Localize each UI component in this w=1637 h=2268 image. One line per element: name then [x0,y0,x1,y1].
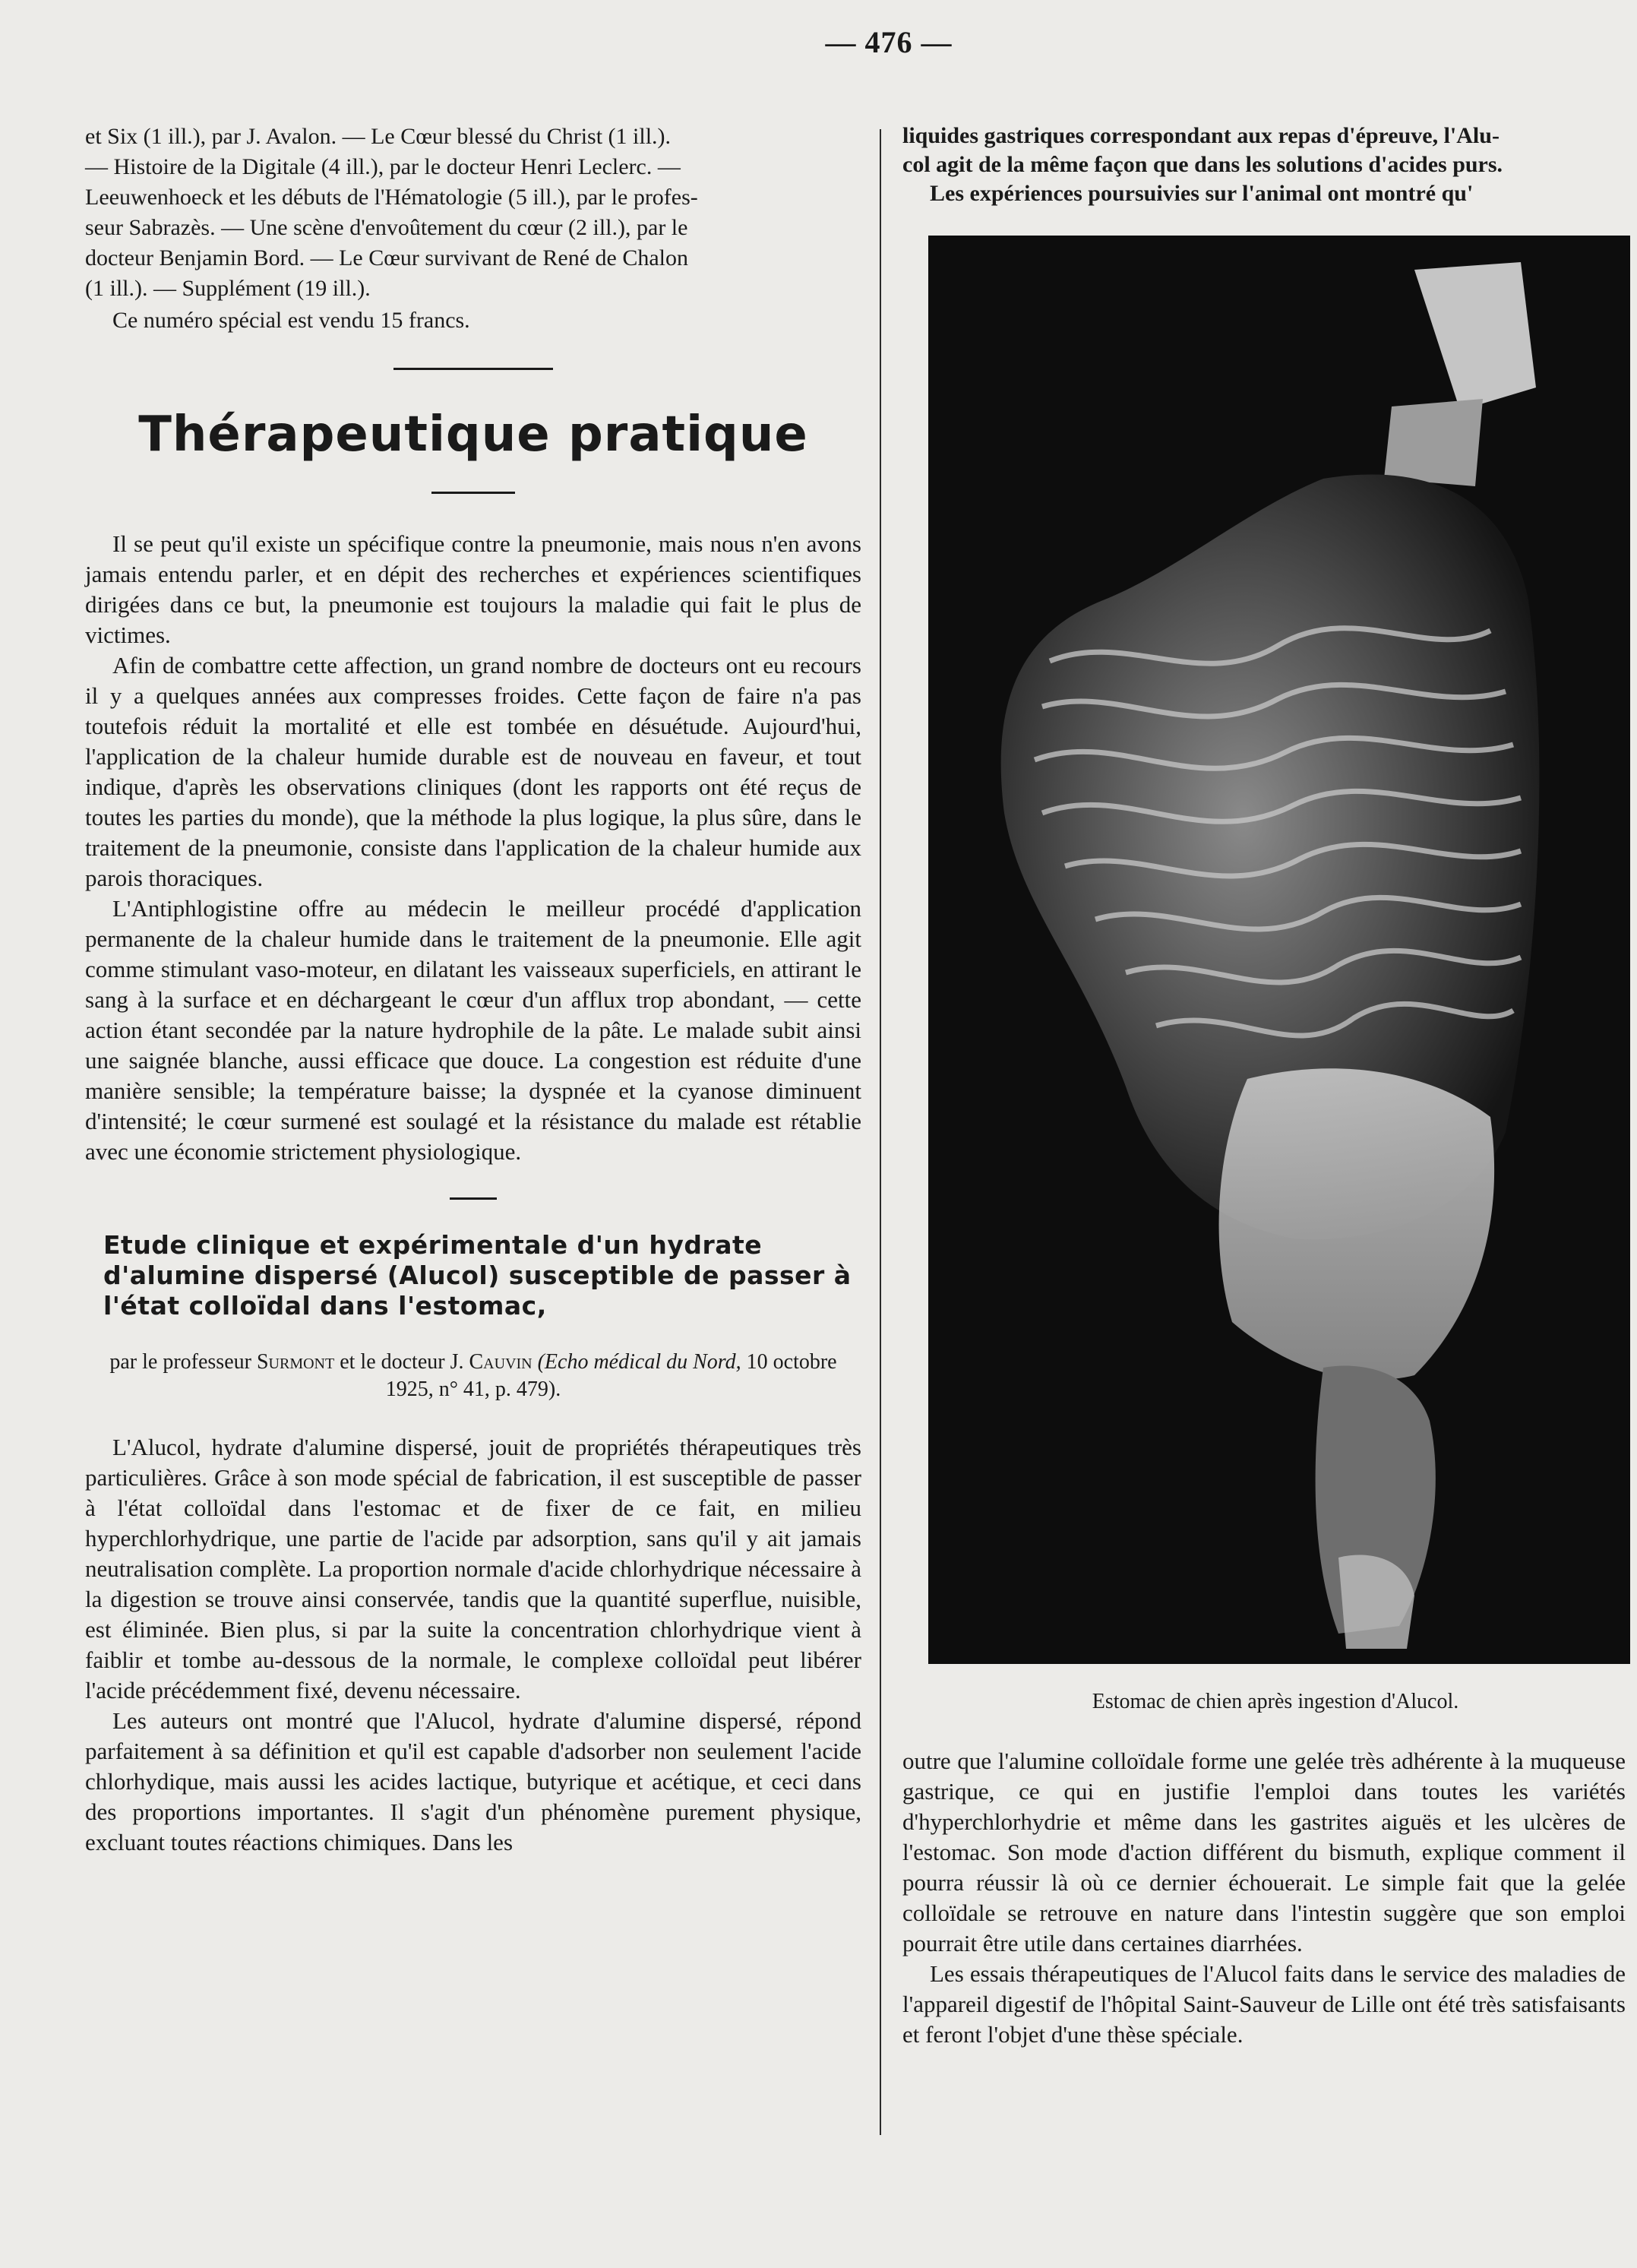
right-top-line: liquides gastriques correspondant aux repas d'épreuve, l'Alu- [902,123,1500,148]
intro-line: — Histoire de la Digitale (4 ill.), par le docteur Henri Leclerc. — [85,154,681,179]
title-underline [431,492,515,494]
intro-line: (1 ill.). — Supplément (19 ill.). [85,276,371,301]
column-divider [880,129,881,2135]
byline-suffix: 10 octobre 1925, n° 41, p. 479). [385,1350,837,1401]
byline-author-1: Surmont [256,1350,335,1374]
right-paragraph-2: Les essais thérapeutiques de l'Alucol faits dans le service des maladies de l'appareil digestif de l'hôpital Saint-Sauveur de Lille ont été très satisfaisants et feront l'objet d'une thèse spéciale. [902,1960,1626,2048]
intro-block [85,122,861,304]
byline-prefix: par le professeur [109,1350,257,1374]
section-title: Thérapeutique pratique [138,406,808,463]
section-divider [393,368,553,370]
right-column [902,122,1626,2050]
article-divider [450,1197,497,1200]
alucol-paragraph-1: L'Alucol, hydrate d'alumine dispersé, jouit de propriétés thérapeutiques très particulières. Grâce à son mode spécial de fabrication, il est susceptible de passer à l'état colloïdal dans l'estomac et de fixer de ce fait, en milieu hyperchlorhydrique, une partie de l'acide par adsorption, sans qu'il y ait jamais neutralisation complète. La proportion normale d'acide chlorhydrique nécessaire à la digestion se trouve ainsi conservée, tandis que la quantité superflue, nuisible, est éliminée. Bien plus, si par la suite la concentration chlorhydrique vient à faiblir et tombe au-dessous de la normale, le complexe colloïdal peut libérer l'acide précédemment fixé, devenu nécessaire. [85,1434,861,1703]
intro-line: Leeuwenhoeck et les débuts de l'Hématologie (5 ill.), par le profes- [85,185,698,210]
alucol-paragraph-2: Les auteurs ont montré que l'Alucol, hydrate d'alumine dispersé, répond parfaitement à sa définition et qu'il est capable d'adsorber non seulement l'acide chlorhydique, mais aussi les acides lactique, butyrique et acétique, et ceci dans des proportions importantes. Il s'agit d'un phénomène purement physique, excluant toutes réactions chimiques. Dans les [85,1707,861,1855]
byline-mid: et le docteur J. [334,1350,469,1374]
photograph-image [928,236,1630,1664]
right-top-text [902,122,1626,208]
article-byline [85,1349,861,1403]
left-column [85,122,861,1858]
figure-caption: Estomac de chien après ingestion d'Alucol. [1092,1690,1459,1713]
therapeutique-paragraph-3: L'Antiphlogistine offre au médecin le meilleur procédé d'application permanente de la chaleur humide dans le traitement de la pneumonie. Elle agit comme stimulant vaso-moteur, en dilatant les vaisseaux superficiels, en attirant le sang à la surface et en déchargeant le cœur d'un afflux trop abondant, — cette action étant secondée par la nature hydrophile de la pâte. Le malade subit ainsi une saignée blanche, aussi efficace que douce. La congestion est réduite d'une manière sensible; la température baisse; la dyspnée et la cyanose diminuent d'intensité; le cœur surmené est soulagé et la résistance du malade est rétablie avec une économie strictement physiologique. [85,895,861,1165]
byline-author-2: Cauvin [469,1350,532,1374]
therapeutique-paragraph-2: Afin de combattre cette affection, un grand nombre de docteurs ont eu recours il y a quelques années aux compresses froides. Cette façon de faire n'a pas toutefois réduit la mortalité et elle est tombée en désuétude. Aujourd'hui, l'application de la chaleur humide durable est de nouveau en faveur, et tout indique, d'après les observations cliniques (dont les rapports ont été reçus de toutes les parties du monde), que la méthode la plus logique, la plus sûre, dans le traitement de la pneumonie, consiste dans l'application de la chaleur humide aux parois thoraciques. [85,652,861,891]
stomach-photograph [928,236,1630,1664]
article-title: Etude clinique et expérimentale d'un hydrate d'alumine dispersé (Alucol) susceptible de passer à l'état colloïdal dans l'estomac, [103,1230,852,1321]
right-top-line: col agit de la même façon que dans les solutions d'acides purs. [902,152,1503,177]
page-number: — 476 — [825,25,953,59]
intro-line: docteur Benjamin Bord. — Le Cœur survivant de René de Chalon [85,245,688,270]
intro-line: et Six (1 ill.), par J. Avalon. — Le Cœur blessé du Christ (1 ill.). [85,124,672,149]
right-top-paragraph: Les expériences poursuivies sur l'animal ont montré qu' [930,181,1474,206]
byline-source: (Echo médical du Nord, [532,1350,741,1374]
right-body [902,1746,1626,2050]
right-paragraph-1: outre que l'alumine colloïdale forme une gelée très adhérente à la muqueuse gastrique, ce qui en justifie l'emploi dans toutes les variétés d'hyperchlorhydrie et même dans les gastrites aiguës et les ulcères de l'estomac. Son mode d'action différent du bismuth, explique comment il pourra réussir là où ce dernier échouerait. Le simple fait que la gelée colloïdale se retrouve en nature dans l'intestin suggère que son emploi pourrait être utile dans certaines diarrhées. [902,1748,1626,1956]
therapeutique-paragraph-1: Il se peut qu'il existe un spécifique contre la pneumonie, mais nous n'en avons jamais entendu parler, et en dépit des recherches et expériences scientifiques dirigées dans ce but, la pneumonie est toujours la maladie qui fait le plus de victimes. [85,530,861,648]
intro-price: Ce numéro spécial est vendu 15 francs. [112,308,470,333]
intro-line: seur Sabrazès. — Une scène d'envoûtement du cœur (2 ill.), par le [85,215,688,240]
